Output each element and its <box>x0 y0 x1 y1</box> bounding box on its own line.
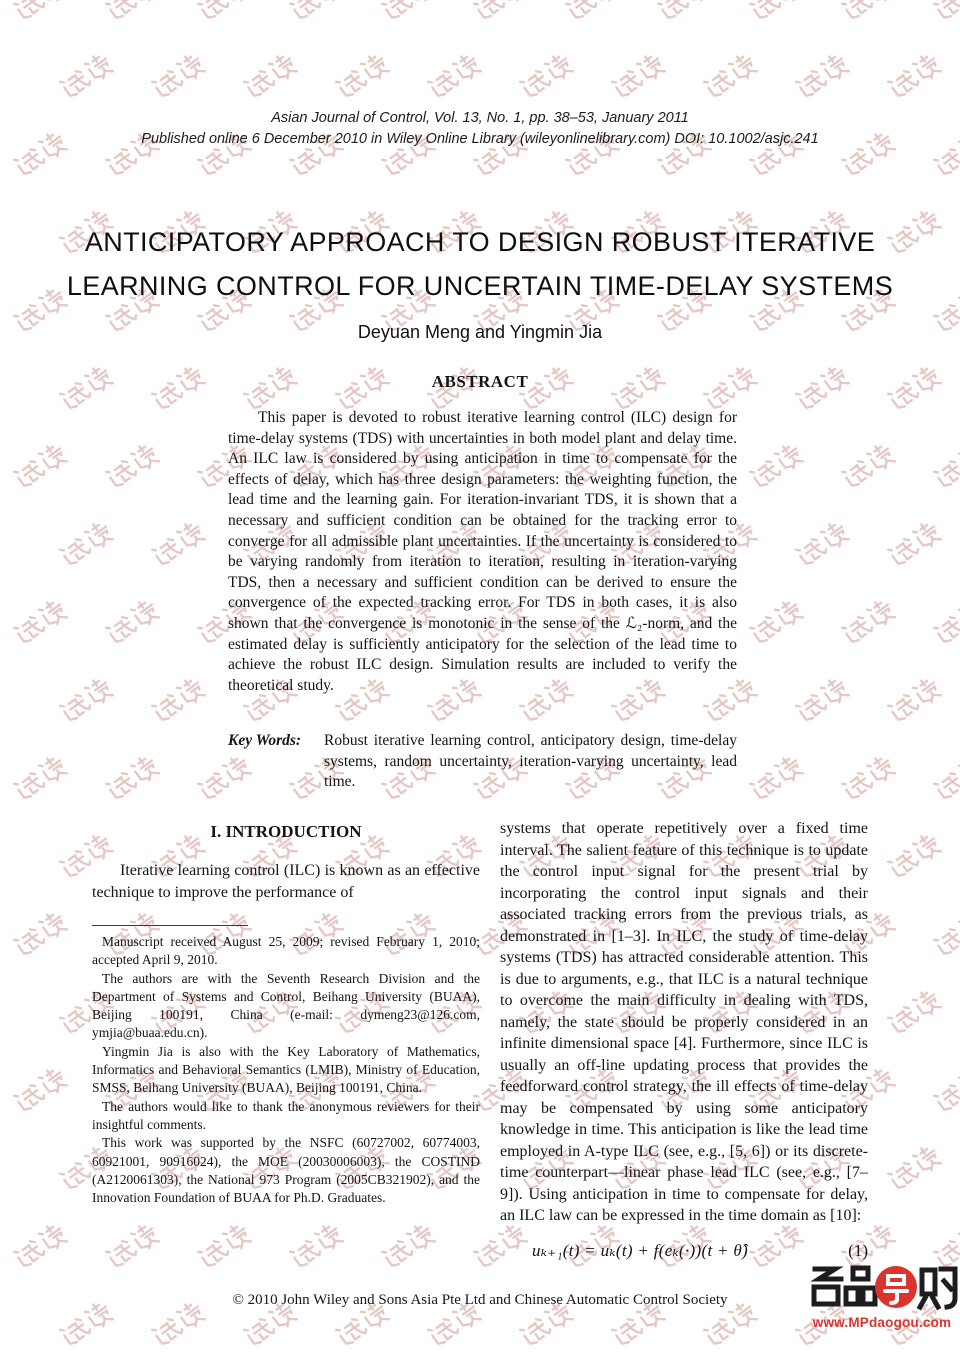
footnote: This work was supported by the NSFC (60727002, 60774003, 60921001, 90916024), the MOE (20030006003), the COSTIND (A2120061303), the National 973 Program (2005CB321902), and the Innovation Foundation of BUAA for Ph.D. Graduates. <box>92 1135 480 1206</box>
copyright-footer: © 2010 John Wiley and Sons Asia Pte Ltd and Chinese Automatic Control Society <box>232 1292 728 1308</box>
equation-number: (1) <box>848 1240 868 1260</box>
left-column <box>92 818 480 1261</box>
two-column-body <box>92 818 868 1261</box>
equation: uₖ₊₁(t) = uₖ(t) + f(eₖ(·))(t + θ̂) <box>532 1240 748 1260</box>
introduction-paragraph: Iterative learning control (ILC) is known as an effective technique to improve the performance of <box>92 862 480 901</box>
paper-title-line2: LEARNING CONTROL FOR UNCERTAIN TIME-DELAY SYSTEMS <box>66 271 894 301</box>
right-column <box>500 818 868 1261</box>
right-column-paragraph: systems that operate repetitively over a fixed time interval. The salient feature of this technique is to update the control input signal for the present trial by incorporating the control input signals and their associated tracking errors from the previous trials, as demonstrated in [1–3]. In ILC, the study of time-delay systems (TDS) has attracted considerable attention. This is due to arguments, e.g., that ILC is a natural technique to overcome the main difficulty in dealing with TDS, namely, the state should be properly considered in an infinite dimensional space [4]. Furthermore, since ILC is usually an off-line updating process that provides the feedforward control strategy, the ill effects of time-delay may be compensated by using some anticipatory knowledge in time. This anticipation is like the lead time employed in A-type ILC (see, e.g., [5, 6]) or its discrete-time counterpart—linear phase lead ILC (see, e.g., [7–9]). Using anticipation in time to compensate for delay, an ILC law can be expressed in the time domain as [10]: <box>500 820 868 1224</box>
footnote-rule <box>92 925 248 926</box>
mpdaogou-logo-icon <box>806 1262 958 1314</box>
introduction-heading: I. INTRODUCTION <box>210 822 362 841</box>
journal-citation-line: Asian Journal of Control, Vol. 13, No. 1, pp. 38–53, January 2011 <box>271 110 689 126</box>
paper-title-line1: ANTICIPATORY APPROACH TO DESIGN ROBUST ITERATIVE <box>84 227 876 257</box>
footnote: The authors are with the Seventh Research Division and the Department of Systems and Control, Beihang University (BUAA), Beijing 100191, China (e-mail: dymeng23@126.com, ymjia@buaa.edu.cn). <box>92 970 480 1041</box>
journal-doi-line: Published online 6 December 2010 in Wiley Online Library (wileyonlinelibrary.com) DOI: 10.1002/asjc.241 <box>141 131 819 147</box>
paper-title <box>0 220 960 308</box>
footnote: Manuscript received August 25, 2009; revised February 1, 2010; accepted April 9, 2010. <box>92 934 480 968</box>
abstract-heading: ABSTRACT <box>431 372 529 391</box>
mpdaogou-url: www.MPdaogou.com <box>812 1315 952 1330</box>
equation-row <box>500 1241 868 1261</box>
authors: Deyuan Meng and Yingmin Jia <box>357 322 603 342</box>
footnote: The authors would like to thank the anonymous reviewers for their insightful comments. <box>92 1098 480 1132</box>
keywords-label: Key Words: <box>228 732 302 749</box>
abstract-body: This paper is devoted to robust iterative learning control (ILC) design for time-delay systems (TDS) with uncertainties in both model plant and delay time. An ILC law is considered by using anticipation in time to compensate for the effects of delay, which has three design parameters: the weighting function, the lead time and the learning gain. For iteration-invariant TDS, it is shown that a necessary and sufficient condition can be obtained for the tracking error to converge for all admissible plant uncertainties. If the uncertainty is considered to be varying randomly from iteration to iteration, resulting in iteration-varying TDS, then a necessary and sufficient condition can be derived to ensure the convergence of the expected tracking error. For TDS in both cases, it is also shown that the convergence is monotonic in the sense of the ℒ₂-norm, and the estimated delay is sufficiently anticipatory for the selection of the lead time to achieve the robust ILC design. Simulation results are included to verify the theoretical study. <box>228 409 737 694</box>
mpdaogou-logo <box>806 1262 958 1330</box>
keywords-block <box>228 731 737 793</box>
keywords-text: Robust iterative learning control, anticipatory design, time-delay systems, random uncertainty, iteration-varying uncertainty, lead time. <box>324 732 737 791</box>
footnote: Yingmin Jia is also with the Key Laboratory of Mathematics, Informatics and Behavioral Semantics (LMIB), Ministry of Education, SMSS, Beihang University (BUAA), Beijing 100191, China. <box>92 1043 480 1096</box>
journal-header <box>0 108 960 150</box>
footnote-block <box>92 925 480 1207</box>
